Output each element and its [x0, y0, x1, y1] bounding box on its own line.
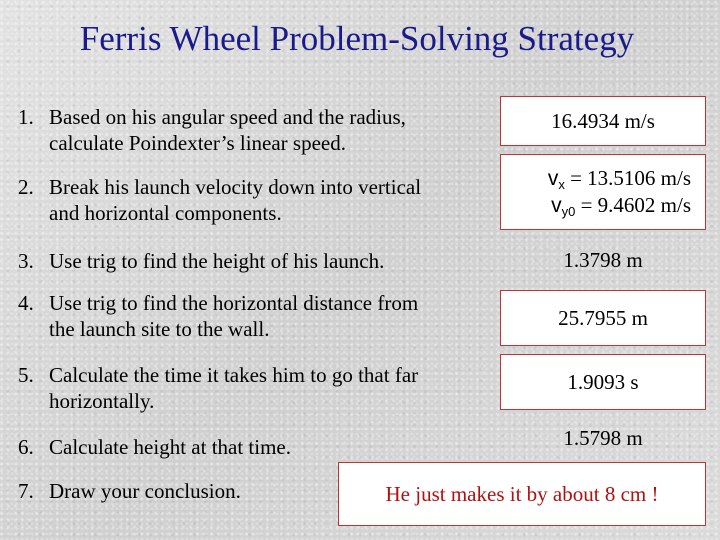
answer-horizontal-distance: 25.7955 m	[558, 305, 648, 330]
answer-time: 1.9093 s	[567, 369, 639, 394]
vx-symbol: v	[547, 166, 559, 190]
step-text-line: Calculate the time it takes him to go that far	[49, 363, 419, 387]
step-number: 5.	[18, 363, 34, 387]
step-1	[18, 104, 406, 157]
answer-horizontal-distance-box	[500, 290, 706, 346]
step-text	[49, 362, 418, 415]
step-text	[49, 174, 421, 227]
step-text	[49, 104, 406, 157]
step-7	[18, 478, 241, 504]
step-text: Calculate height at that time.	[49, 435, 292, 459]
step-number: 4.	[18, 291, 34, 315]
answer-time-box	[500, 354, 706, 410]
step-4	[18, 290, 418, 343]
step-text-line: Use trig to find the horizontal distance from	[49, 291, 419, 315]
vy-symbol: v	[551, 194, 562, 217]
answer-vx	[548, 165, 691, 192]
vy-value: = 9.4602 m/s	[575, 193, 691, 217]
step-5	[18, 362, 418, 415]
step-number: 7.	[18, 479, 34, 503]
step-text-line: and horizontal components.	[49, 201, 282, 226]
vx-value: = 13.5106 m/s	[564, 165, 691, 190]
step-text: Use trig to find the height of his launch.	[49, 249, 385, 273]
slide-title: Ferris Wheel Problem-Solving Strategy	[79, 19, 635, 58]
answer-launch-height: 1.3798 m	[563, 248, 643, 272]
vx-subscript: x	[558, 176, 565, 192]
step-6	[18, 434, 291, 460]
answer-height-at-time: 1.5798 m	[563, 426, 643, 450]
step-text-line: the launch site to the wall.	[49, 317, 270, 342]
answer-vy	[551, 192, 691, 219]
step-number: 2.	[18, 175, 34, 199]
conclusion-text: He just makes it by about 8 cm !	[385, 481, 659, 506]
step-text-line: Break his launch velocity down into vertical	[49, 175, 422, 199]
step-3	[18, 248, 384, 274]
vy-subscript: y0	[561, 204, 576, 219]
step-text-line: calculate Poindexter’s linear speed.	[49, 131, 346, 156]
step-text-line: Based on his angular speed and the radius,	[49, 105, 406, 129]
step-text	[49, 290, 418, 343]
step-number: 3.	[18, 249, 34, 273]
step-number: 6.	[18, 435, 34, 459]
step-text-line: horizontally.	[49, 389, 155, 414]
step-text: Draw your conclusion.	[49, 479, 241, 503]
answer-linear-speed-box	[500, 96, 706, 146]
answer-velocity-components-box	[500, 154, 706, 230]
step-2	[18, 174, 421, 227]
conclusion-box	[338, 462, 706, 526]
answer-linear-speed: 16.4934 m/s	[551, 108, 655, 133]
step-number: 1.	[18, 105, 34, 129]
